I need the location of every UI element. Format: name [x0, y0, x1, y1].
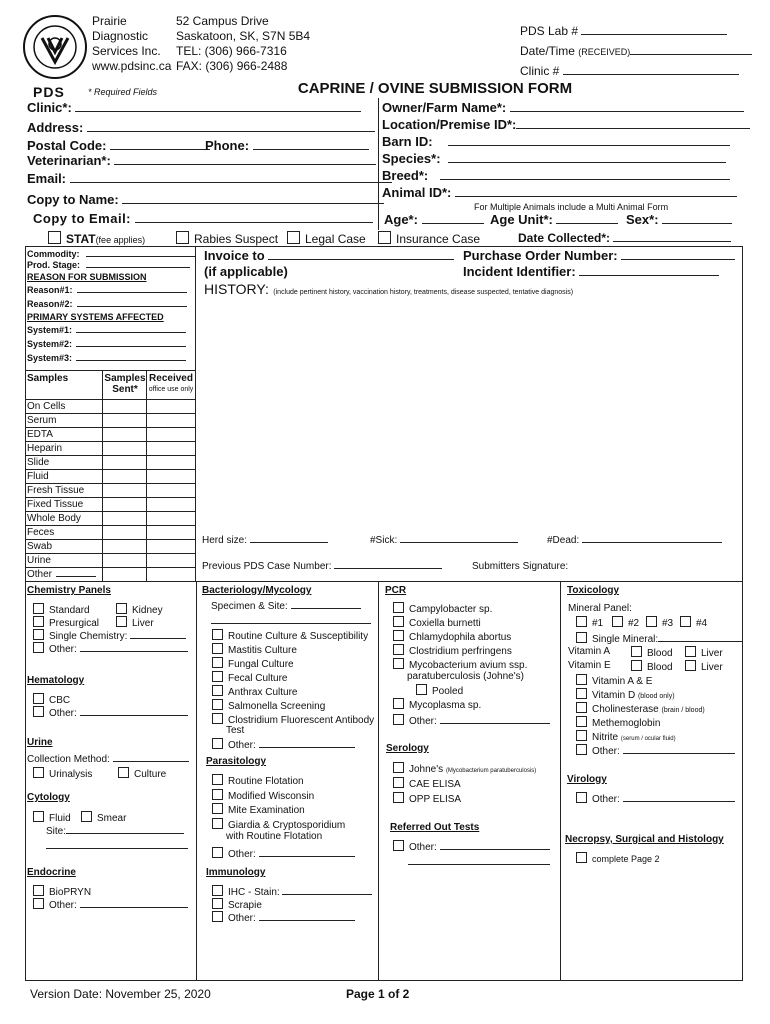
specimen-extra-line[interactable] — [211, 623, 371, 624]
toxicology-heading: Toxicology — [567, 585, 620, 596]
insurance-case-checkbox[interactable]: Insurance Case — [378, 231, 480, 246]
pcr-checkbox[interactable]: Mycobacterium avium ssp. — [393, 658, 527, 671]
addr-line1: 52 Campus Drive — [176, 14, 269, 28]
sample-row[interactable] — [25, 497, 196, 512]
johnes-checkbox[interactable]: Johne's (Mycobacterium paratuberculosis) — [393, 762, 536, 775]
fax: FAX: (306) 966-2488 — [176, 59, 288, 73]
tests-col-divider-2 — [378, 581, 379, 980]
bact-checkbox[interactable]: Fungal Culture — [212, 657, 294, 670]
cytology-heading: Cytology — [27, 792, 70, 803]
herd-size-field[interactable]: Herd size: — [202, 535, 328, 546]
version-date: Version Date: November 25, 2020 — [30, 987, 211, 1001]
sample-label: Heparin — [27, 443, 63, 454]
bacteriology-heading: Bacteriology/Mycology — [202, 585, 312, 596]
bact-checkbox[interactable]: Mastitis Culture — [212, 643, 297, 656]
addr-line2: Saskatoon, SK, S7N 5B4 — [176, 29, 311, 43]
referred-other-checkbox[interactable]: Other: — [393, 840, 550, 853]
presurgical-checkbox[interactable]: Presurgical — [33, 616, 99, 629]
ihc-stain-checkbox[interactable]: IHC - Stain: — [212, 885, 372, 898]
mineral-panel-4-checkbox[interactable]: #4 — [680, 616, 707, 629]
legal-case-checkbox[interactable]: Legal Case — [287, 231, 366, 246]
virology-other-checkbox[interactable]: Other: — [576, 792, 735, 805]
kidney-checkbox[interactable]: Kidney — [116, 603, 163, 616]
serology-heading: Serology — [386, 743, 429, 754]
samples-table — [25, 370, 196, 581]
single-mineral-checkbox[interactable]: Single Mineral: — [576, 632, 742, 645]
seal-icon — [22, 14, 88, 80]
bacteriology-test-label: Test — [226, 725, 245, 736]
immunology-heading: Immunology — [206, 867, 266, 878]
tests-col-divider-1 — [196, 581, 197, 980]
org-block — [92, 14, 171, 74]
org-line2: Diagnostic — [92, 29, 149, 43]
postal-code-field[interactable]: Postal Code: — [27, 138, 210, 153]
pcr-checkbox[interactable]: Campylobacter sp. — [393, 602, 492, 615]
vitamin-ae-checkbox[interactable]: Vitamin A & E — [576, 674, 652, 687]
liver-checkbox[interactable]: Liver — [116, 616, 154, 629]
tests-col-divider-3 — [560, 581, 561, 980]
history-label: HISTORY: (include pertinent history, vaccination history, treatments, disease suspected, tentative diagnosis) — [204, 281, 574, 297]
system3-field[interactable]: System#3: — [27, 353, 186, 363]
commodity-field[interactable]: Commodity: — [27, 249, 196, 259]
opp-elisa-checkbox[interactable]: OPP ELISA — [393, 792, 461, 805]
tel: TEL: (306) 966-7316 — [176, 44, 287, 58]
date-collected-field[interactable]: Date Collected*: — [518, 231, 731, 245]
sample-label: EDTA — [27, 429, 53, 440]
virology-heading: Virology — [567, 774, 607, 785]
immunology-other-checkbox[interactable]: Other: — [212, 911, 355, 924]
rabies-suspect-checkbox[interactable]: Rabies Suspect — [176, 231, 278, 246]
referred-extra-line[interactable] — [408, 864, 550, 865]
system1-field[interactable]: System#1: — [27, 325, 186, 335]
chemistry-heading: Chemistry Panels — [27, 585, 111, 596]
reason1-field[interactable]: Reason#1: — [27, 285, 187, 295]
pooled-checkbox[interactable]: Pooled — [416, 684, 463, 697]
sample-label: On Cells — [27, 401, 66, 412]
system2-field[interactable]: System#2: — [27, 339, 186, 349]
veterinarian-field[interactable]: Veterinarian*: — [27, 153, 376, 168]
paratb-label: paratuberculosis (Johne's) — [407, 671, 524, 682]
nitrite-checkbox[interactable]: Nitrite (serum / ocular fluid) — [576, 730, 676, 743]
fluid-checkbox[interactable]: Fluid — [33, 811, 71, 824]
org-line1: Prairie — [92, 14, 127, 28]
mineral-panel-2-checkbox[interactable]: #2 — [612, 616, 639, 629]
pcr-checkbox[interactable]: Clostridium perfringens — [393, 644, 512, 657]
multi-animal-note: For Multiple Animals include a Multi Animal Form — [474, 202, 669, 212]
datetime-received-field[interactable]: Date/Time (RECEIVED) — [520, 44, 752, 58]
smear-checkbox[interactable]: Smear — [81, 811, 126, 824]
sample-row[interactable] — [25, 511, 196, 526]
mineral-panel-1-checkbox[interactable]: #1 — [576, 616, 603, 629]
specimen-site-field[interactable]: Specimen & Site: — [211, 601, 361, 612]
sample-row[interactable] — [25, 413, 196, 428]
clinic-field[interactable]: Clinic*: — [27, 100, 361, 115]
endocrine-other-checkbox[interactable]: Other: — [33, 898, 188, 911]
incident-identifier-field[interactable]: Incident Identifier: — [463, 264, 719, 279]
sample-row[interactable] — [25, 399, 196, 414]
culture-checkbox[interactable]: Culture — [118, 767, 166, 780]
sample-label: Fresh Tissue — [27, 485, 85, 496]
stat-checkbox[interactable]: STAT(fee applies) — [48, 232, 145, 246]
sample-row[interactable] — [25, 483, 196, 498]
samples-col-header: Samples — [27, 373, 69, 384]
age-unit-field[interactable]: Age Unit*: — [490, 212, 618, 227]
standard-checkbox[interactable]: Standard — [33, 603, 90, 616]
vitamin-a-label: Vitamin A — [568, 646, 611, 657]
sample-row[interactable] — [25, 455, 196, 470]
sex-field[interactable]: Sex*: — [626, 212, 732, 227]
samples-sent-header: Samples Sent* — [104, 373, 146, 395]
pcr-checkbox[interactable]: Chlamydophila abortus — [393, 630, 511, 643]
scrapie-checkbox[interactable]: Scrapie — [212, 898, 262, 911]
para-checkbox[interactable]: Giardia & Cryptosporidium — [212, 818, 345, 831]
phone-field[interactable]: Phone: — [205, 138, 369, 153]
prod-stage-field[interactable]: Prod. Stage: — [27, 260, 190, 270]
pds-seal-logo — [22, 14, 88, 80]
sample-label: Other — [27, 569, 53, 580]
referred-out-heading: Referred Out Tests — [390, 822, 480, 833]
systems-heading: PRIMARY SYSTEMS AFFECTED — [27, 312, 164, 322]
site-extra-line[interactable] — [46, 848, 188, 849]
cbc-checkbox[interactable]: CBC — [33, 693, 70, 706]
sample-label: Swab — [27, 541, 53, 552]
hematology-other-checkbox[interactable]: Other: — [33, 706, 188, 719]
sample-row[interactable] — [25, 567, 196, 582]
sample-label: Fixed Tissue — [27, 499, 84, 510]
cholinesterase-checkbox[interactable]: Cholinesterase (brain / blood) — [576, 702, 705, 715]
sample-label: Urine — [27, 555, 51, 566]
page-number: Page 1 of 2 — [346, 987, 410, 1001]
sample-row[interactable] — [25, 525, 196, 540]
location-premise-field[interactable]: Location/Premise ID*: — [382, 117, 750, 132]
org-web: www.pdsinc.ca — [92, 59, 172, 73]
collection-method-field[interactable]: Collection Method: — [27, 754, 189, 765]
sick-field[interactable]: #Sick: — [370, 535, 518, 546]
age-field[interactable]: Age*: — [384, 212, 484, 227]
address-block — [176, 14, 310, 74]
office-use-note: office use only — [148, 386, 194, 393]
required-note: * Required Fields — [88, 87, 158, 97]
with-flotation-label: with Routine Flotation — [226, 831, 323, 842]
previous-case-field[interactable]: Previous PDS Case Number: — [202, 561, 442, 572]
pcr-checkbox[interactable]: Coxiella burnetti — [393, 616, 481, 629]
endocrine-heading: Endocrine — [27, 867, 76, 878]
urine-heading: Urine — [27, 737, 53, 748]
form-title: CAPRINE / OVINE SUBMISSION FORM — [297, 80, 573, 97]
parasitology-heading: Parasitology — [206, 756, 267, 767]
bact-checkbox[interactable]: Clostridium Fluorescent Antibody — [212, 713, 374, 726]
bact-checkbox[interactable]: Routine Culture & Susceptibility — [212, 629, 368, 642]
bacteriology-other-checkbox[interactable]: Other: — [212, 738, 355, 751]
urinalysis-checkbox[interactable]: Urinalysis — [33, 767, 92, 780]
if-applicable-label: (if applicable) — [204, 264, 288, 279]
lab-number-field[interactable]: PDS Lab # — [520, 24, 727, 38]
received-header: Received — [149, 373, 193, 384]
copy-to-name-field[interactable]: Copy to Name: — [27, 192, 384, 207]
owner-farm-field[interactable]: Owner/Farm Name*: — [382, 100, 744, 115]
pcr-other-checkbox[interactable]: Other: — [393, 714, 550, 727]
history-textarea[interactable] — [200, 298, 738, 526]
para-checkbox[interactable]: Mite Examination — [212, 803, 305, 816]
reason2-field[interactable]: Reason#2: — [27, 299, 187, 309]
vitamin-e-label: Vitamin E — [568, 660, 611, 671]
sample-row[interactable] — [25, 539, 196, 554]
bact-checkbox[interactable]: Fecal Culture — [212, 671, 287, 684]
barn-id-field[interactable]: Barn ID: — [382, 134, 730, 149]
email-field[interactable]: Email: — [27, 171, 392, 186]
sample-label: Slide — [27, 457, 50, 468]
sample-row[interactable] — [25, 427, 196, 442]
methemoglobin-checkbox[interactable]: Methemoglobin — [576, 716, 660, 729]
mycoplasma-checkbox[interactable]: Mycoplasma sp. — [393, 698, 481, 711]
vitamin-e-liver-checkbox[interactable]: Liver — [685, 660, 723, 673]
address-field[interactable]: Address: — [27, 120, 375, 135]
complete-page-2-checkbox[interactable]: complete Page 2 — [576, 852, 660, 865]
invoice-to-field[interactable]: Invoice to — [204, 248, 454, 263]
sample-row[interactable] — [25, 441, 196, 456]
sample-label: Serum — [27, 415, 57, 426]
para-checkbox[interactable]: Modified Wisconsin — [212, 789, 314, 802]
reason-heading: REASON FOR SUBMISSION — [27, 272, 147, 282]
flags-row — [48, 231, 145, 246]
toxicology-other-checkbox[interactable]: Other: — [576, 744, 735, 757]
bact-checkbox[interactable]: Anthrax Culture — [212, 685, 297, 698]
chemistry-other-checkbox[interactable]: Other: — [33, 642, 188, 655]
sample-label: Feces — [27, 527, 55, 538]
po-number-field[interactable]: Purchase Order Number: — [463, 248, 735, 263]
pcr-heading: PCR — [385, 585, 407, 596]
necropsy-heading: Necropsy, Surgical and Histology — [565, 834, 724, 845]
species-field[interactable]: Species*: — [382, 151, 726, 166]
vitamin-d-checkbox[interactable]: Vitamin D (blood only) — [576, 688, 675, 701]
bact-checkbox[interactable]: Salmonella Screening — [212, 699, 325, 712]
pds-logo-text: PDS — [33, 84, 65, 100]
cae-elisa-checkbox[interactable]: CAE ELISA — [393, 777, 461, 790]
clinic-number-field[interactable]: Clinic # — [520, 64, 739, 78]
org-line3: Services Inc. — [92, 44, 161, 58]
tests-divider — [25, 581, 743, 582]
sample-row[interactable] — [25, 469, 196, 484]
hematology-heading: Hematology — [27, 675, 85, 686]
vitamin-a-liver-checkbox[interactable]: Liver — [685, 646, 723, 659]
submitter-signature-field[interactable]: Submitters Signature: — [472, 561, 569, 572]
sample-label: Fluid — [27, 471, 49, 482]
parasitology-other-checkbox[interactable]: Other: — [212, 847, 355, 860]
vitamin-a-blood-checkbox[interactable]: Blood — [631, 646, 673, 659]
breed-field[interactable]: Breed*: — [382, 168, 730, 183]
bioprnyn-checkbox[interactable]: BioPRYN — [33, 885, 91, 898]
right-fields-divider — [378, 98, 379, 230]
sample-row[interactable] — [25, 553, 196, 568]
vitamin-e-blood-checkbox[interactable]: Blood — [631, 660, 673, 673]
other-sample-line[interactable] — [56, 576, 96, 577]
single-chemistry-checkbox[interactable]: Single Chemistry: — [33, 629, 186, 642]
dead-field[interactable]: #Dead: — [547, 535, 722, 546]
site-field[interactable]: Site: — [46, 826, 184, 837]
mineral-panel-3-checkbox[interactable]: #3 — [646, 616, 673, 629]
animal-id-field[interactable]: Animal ID*: — [382, 185, 737, 200]
sample-label: Whole Body — [27, 513, 81, 524]
para-checkbox[interactable]: Routine Flotation — [212, 774, 304, 787]
mineral-panel-label: Mineral Panel: — [568, 603, 632, 614]
copy-to-email-field[interactable]: Copy to Email: — [33, 211, 373, 226]
